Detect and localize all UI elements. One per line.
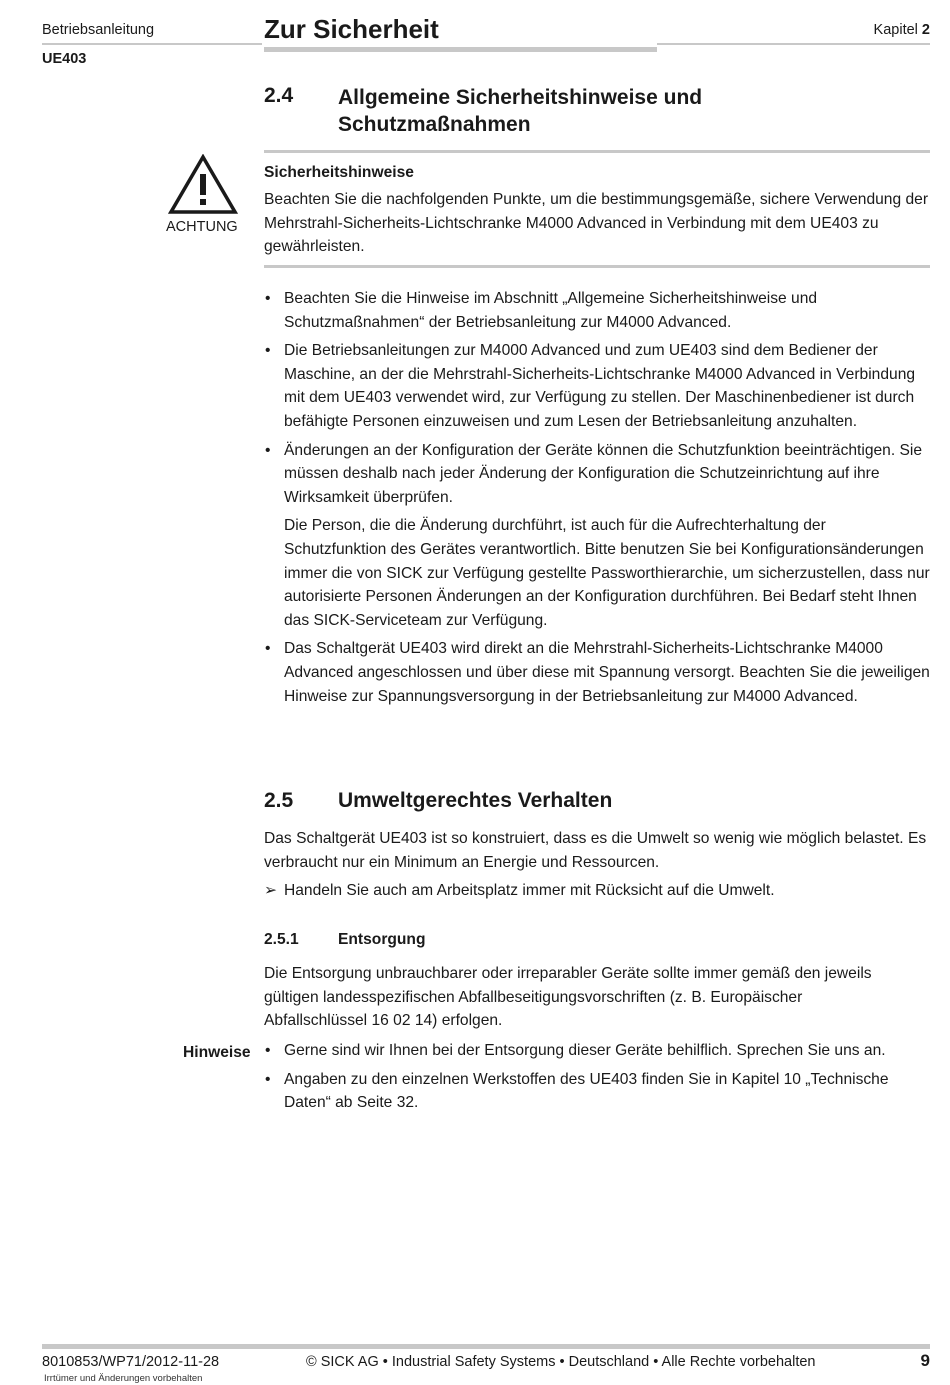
chapter-title: Zur Sicherheit [264, 14, 439, 44]
header-left-rule [42, 43, 262, 45]
warning-triangle-icon [168, 154, 238, 216]
footer-rule [42, 1344, 930, 1349]
section-2-4-number: 2.4 [264, 84, 294, 107]
warning-top-rule [264, 150, 930, 153]
list-item: • Angaben zu den einzelnen Werkstoffen des UE403 finden Sie in Kapitel 10 „Technische Daten“ ab Seite 32. [264, 1068, 930, 1115]
section-2-4-bullet-list [264, 287, 930, 509]
section-2-5-title: Umweltgerechtes Verhalten [338, 789, 613, 812]
page-number: 9 [920, 1351, 930, 1370]
action-text: Handeln Sie auch am Arbeitsplatz immer mit Rücksicht auf die Umwelt. [284, 882, 775, 899]
section-2-4-title [338, 84, 702, 138]
footer-doc-number: 8010853/WP71/2012-11-28 [42, 1354, 220, 1370]
action-arrow-icon: ➢ [264, 882, 278, 899]
chapter-label: Kapitel [873, 22, 918, 38]
notes-label: Hinweise [183, 1044, 251, 1061]
list-item: • Gerne sind wir Ihnen bei der Entsorgung dieser Geräte behilflich. Sprechen Sie uns an. [264, 1039, 930, 1063]
footer-disclaimer: Irrtümer und Änderungen vorbehalten [44, 1373, 203, 1384]
header-doc-type: Betriebsanleitung [42, 22, 155, 38]
chapter-indicator [874, 22, 930, 38]
section-2-4-title-line2: Schutzmaßnahmen [338, 113, 531, 136]
list-item: • Änderungen an der Konfiguration der Geräte können die Schutzfunktion beeinträchtigen. Sie müssen deshalb nach jeder Änderung der Konfiguration die Schutzeinrichtung auf ihre Wirksamkeit überprüfen. [264, 439, 930, 510]
header-center-rule [264, 47, 657, 52]
notes-body [264, 1039, 930, 1120]
section-2-5-1-number: 2.5.1 [264, 931, 299, 948]
section-2-5-intro: Das Schaltgerät UE403 ist so konstruiert, dass es die Umwelt so wenig wie möglich belastet. Es verbraucht nur ein Minimum an Energie und Ressourcen. [264, 830, 927, 871]
section-2-5-1-title: Entsorgung [338, 931, 426, 948]
list-item: • Das Schaltgerät UE403 wird direkt an die Mehrstrahl-Sicherheits-Lichtschranke M4000 Advanced angeschlossen und über diese mit Spannung versorgt. Beachten Sie die jeweiligen Hinweise zur Spannungsversorgung in der Betriebsanleitung zur M4000 Advanced. [264, 637, 930, 708]
header-product: UE403 [42, 51, 87, 67]
bullet-followup-paragraph: Die Person, die die Änderung durchführt, ist auch für die Aufrechterhaltung der Schutzfunktion des Gerätes verantwortlich. Bitte benutzen Sie bei Konfigurationsänderungen immer die von SICK zur Verfügung gestellte Passworthierarchie, um sicherzustellen, dass nur autorisierte Personen Änderungen an der Konfiguration durchführen. Bei Bedarf steht Ihnen das SICK-Serviceteam zur Verfügung. [284, 517, 930, 629]
footer-copyright: © SICK AG • Industrial Safety Systems • Deutschland • Alle Rechte vorbehalten [306, 1354, 816, 1370]
warning-heading: Sicherheitshinweise [264, 164, 414, 181]
chapter-number: 2 [921, 22, 930, 38]
warning-icon-label: ACHTUNG [166, 219, 238, 235]
notes-list [264, 1039, 930, 1115]
warning-text: Beachten Sie die nachfolgenden Punkte, um die bestimmungsgemäße, sichere Verwendung der Mehrstrahl-Sicherheits-Lichtschranke M4000 Advanced in Verbindung mit dem UE403 zu gewährleisten. [264, 191, 929, 256]
section-2-5-number: 2.5 [264, 789, 294, 812]
section-2-5-1-text: Die Entsorgung unbrauchbarer oder irreparabler Geräte sollte immer gemäß den jeweils gültigen landesspezifischen Abfallbeseitigungsvorschriften (z. B. Europäischer Abfallschlüssel 16 02 14) erfolgen. [264, 965, 872, 1030]
list-item: • Die Betriebsanleitungen zur M4000 Advanced und zum UE403 sind dem Bediener der Maschine, an der die Mehrstrahl-Sicherheits-Lichtschranke M4000 Advanced in Verbindung mit dem UE403 verwendet wird, zur Verfügung zu stellen. Der Maschinenbediener ist durch befähigte Personen einzuweisen und zum Lesen der Betriebsanleitung anzuhalten. [264, 339, 930, 433]
section-2-4-title-line1: Allgemeine Sicherheitshinweise und [338, 86, 703, 109]
list-item: • Beachten Sie die Hinweise im Abschnitt „Allgemeine Sicherheitshinweise und Schutzmaßnahmen“ der Betriebsanleitung zur M4000 Advanced. [264, 287, 930, 334]
section-2-5-action [264, 879, 930, 903]
section-2-4-bullet-list-2 [264, 637, 930, 708]
warning-bottom-rule [264, 265, 930, 268]
section-2-4-body [264, 287, 930, 713]
header-right-rule [657, 43, 930, 45]
